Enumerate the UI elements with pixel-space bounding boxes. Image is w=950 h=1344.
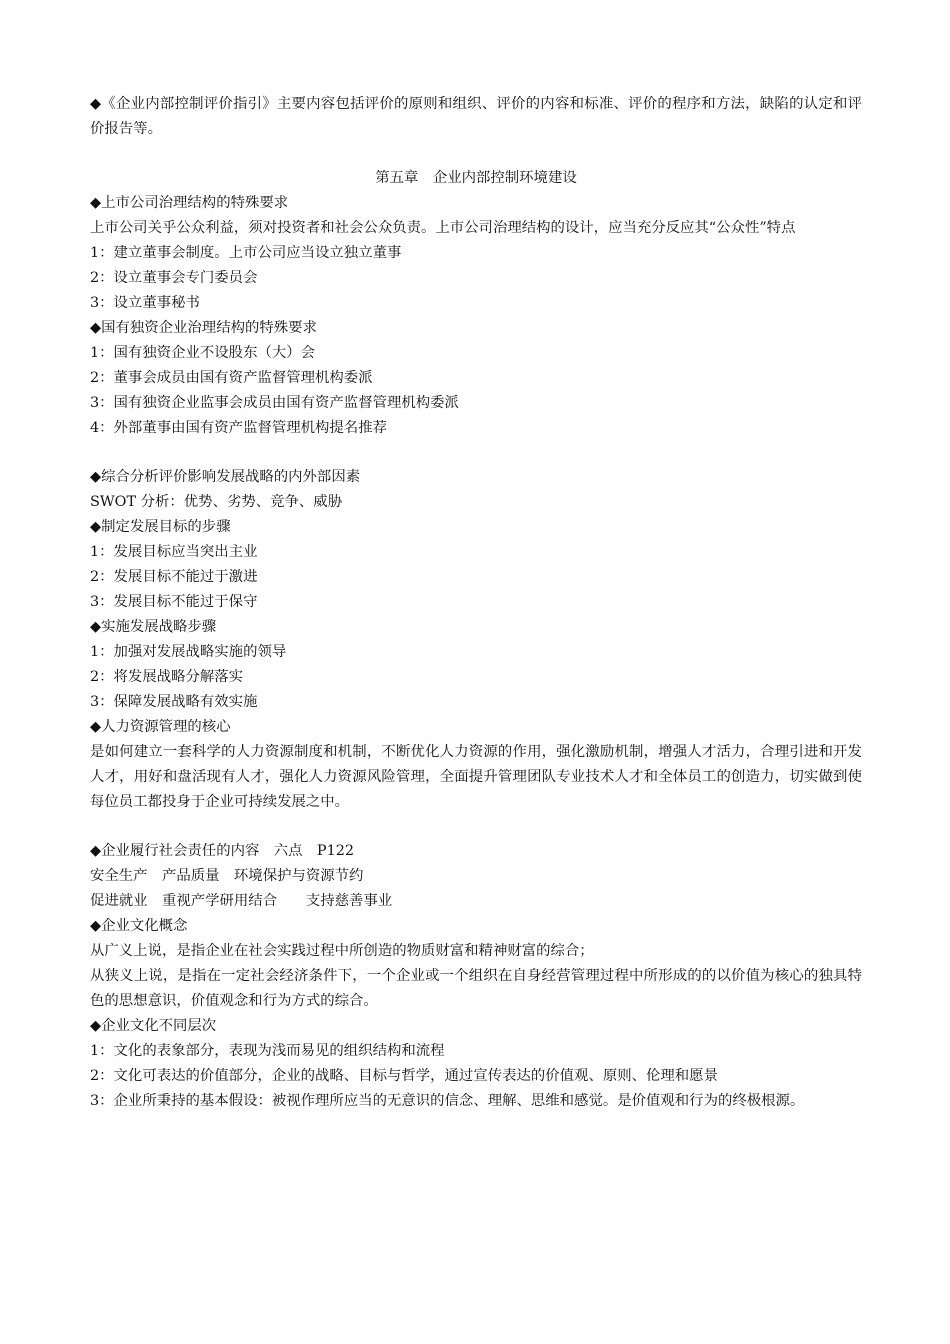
paragraph: 从狭义上说，是指在一定社会经济条件下，一个企业或一个组织在自身经营管理过程中所形成的的以价值为核心的独具特色的思想意识，价值观念和行为方式的综合。: [90, 968, 862, 1009]
paragraph: 上市公司关乎公众利益，须对投资者和社会公众负责。上市公司治理结构的设计，应当充分反应其“公众性”特点: [90, 220, 796, 236]
list-item: 1：文化的表象部分，表现为浅而易见的组织结构和流程: [90, 1043, 445, 1059]
paragraph: SWOT 分析：优势、劣势、竞争、威胁: [90, 494, 343, 510]
paragraph: 从广义上说，是指企业在社会实践过程中所创造的物质财富和精神财富的综合；: [90, 943, 594, 959]
list-item: 3：设立董事秘书: [90, 295, 200, 311]
section-heading: ◆国有独资企业治理结构的特殊要求: [90, 320, 317, 336]
list-item: 1：国有独资企业不设股东（大）会: [90, 345, 316, 361]
section-heading: ◆上市公司治理结构的特殊要求: [90, 195, 289, 211]
list-item: 1：建立董事会制度。上市公司应当设立独立董事: [90, 245, 402, 261]
intro-paragraph: ◆《企业内部控制评价指引》主要内容包括评价的原则和组织、评价的内容和标准、评价的程序和方法，缺陷的认定和评价报告等。: [90, 96, 862, 137]
section-heading: ◆企业文化概念: [90, 918, 188, 934]
section-heading: ◆制定发展目标的步骤: [90, 519, 231, 535]
list-item: 4：外部董事由国有资产监督管理机构提名推荐: [90, 420, 387, 436]
document-page: [90, 92, 862, 1114]
spacer: [90, 142, 862, 166]
list-item: 2：将发展战略分解落实: [90, 669, 244, 685]
paragraph: 促进就业 重视产学研用结合 支持慈善事业: [90, 893, 393, 909]
list-item: 3：发展目标不能过于保守: [90, 594, 258, 610]
list-item: 1：发展目标应当突出主业: [90, 544, 258, 560]
list-item: 2：设立董事会专门委员会: [90, 270, 258, 286]
list-item: 3：国有独资企业监事会成员由国有资产监督管理机构委派: [90, 395, 459, 411]
section-heading: ◆实施发展战略步骤: [90, 619, 217, 635]
section-heading: ◆人力资源管理的核心: [90, 719, 231, 735]
list-item: 3：企业所秉持的基本假设：被视作理所应当的无意识的信念、理解、思维和感觉。是价值观和行为的终极根源。: [90, 1093, 805, 1109]
list-item: 1：加强对发展战略实施的领导: [90, 644, 287, 660]
spacer: [90, 441, 862, 465]
list-item: 2：文化可表达的价值部分，企业的战略、目标与哲学，通过宣传表达的价值观、原则、伦理和愿景: [90, 1068, 718, 1084]
spacer: [90, 815, 862, 839]
list-item: 3：保障发展战略有效实施: [90, 694, 258, 710]
paragraph: 安全生产 产品质量 环境保护与资源节约: [90, 868, 364, 884]
chapter-title: 第五章 企业内部控制环境建设: [375, 170, 577, 186]
list-item: 2：发展目标不能过于激进: [90, 569, 258, 585]
section-heading: ◆企业文化不同层次: [90, 1018, 217, 1034]
list-item: 2：董事会成员由国有资产监督管理机构委派: [90, 370, 373, 386]
section-heading: ◆综合分析评价影响发展战略的内外部因素: [90, 469, 361, 485]
section-heading: ◆企业履行社会责任的内容 六点 P122: [90, 843, 355, 859]
paragraph: 是如何建立一套科学的人力资源制度和机制，不断优化人力资源的作用，强化激励机制，增强人才活力，合理引进和开发人才，用好和盘活现有人才，强化人力资源风险管理，全面提升管理团队专业技术人才和全体员工的创造力，切实做到使每位员工都投身于企业可持续发展之中。: [90, 744, 862, 810]
